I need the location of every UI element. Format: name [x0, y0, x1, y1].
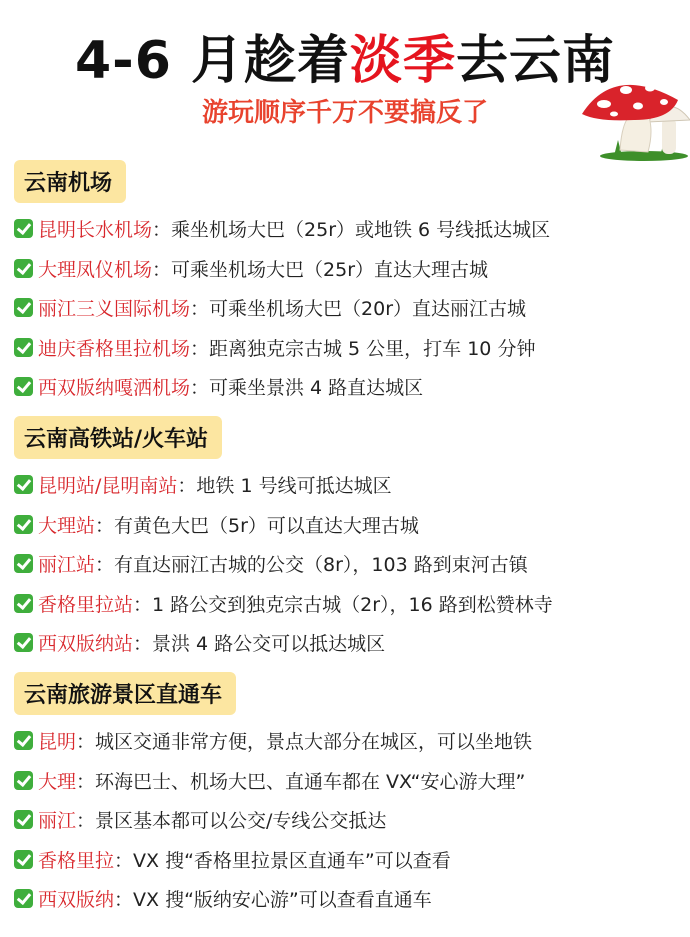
list-item [14, 328, 684, 368]
check-icon [14, 377, 33, 396]
item-desc: ：城区交通非常方便，景点大部分在城区，可以坐地铁 [76, 731, 533, 754]
check-icon [14, 633, 33, 652]
list-item [14, 623, 684, 663]
item-name: 大理站 [38, 514, 96, 537]
item-desc: ：有直达丽江古城的公交（8r），103 路到束河古镇 [95, 554, 528, 577]
list-item [14, 840, 684, 880]
item-name: 迪庆香格里拉机场 [38, 337, 191, 360]
check-icon [14, 771, 33, 790]
item-name: 昆明站/昆明南站 [38, 475, 178, 498]
item-desc: ：环海巴士、机场大巴、直通车都在 VX“安心游大理” [76, 770, 526, 793]
item-desc: ：景洪 4 路公交可以抵达城区 [133, 633, 386, 656]
item-name: 西双版纳站 [38, 633, 134, 656]
section-heading: 云南高铁站/火车站 [14, 416, 222, 459]
list-item [14, 800, 684, 840]
section-airports [14, 160, 684, 407]
item-name: 香格里拉站 [38, 593, 134, 616]
page-subtitle: 游玩顺序千万不要搞反了 [201, 98, 488, 128]
check-icon [14, 594, 33, 613]
check-icon [14, 515, 33, 534]
item-name: 丽江站 [38, 554, 96, 577]
list-item [14, 367, 684, 407]
list-item [14, 505, 684, 545]
list-item [14, 544, 684, 584]
item-name: 昆明长水机场 [38, 219, 153, 242]
check-icon [14, 731, 33, 750]
section-heading: 云南机场 [14, 160, 126, 203]
item-name: 丽江三义国际机场 [38, 298, 191, 321]
list-item [14, 761, 684, 801]
mushroom-icon [574, 70, 690, 162]
item-name: 香格里拉 [38, 849, 115, 872]
section-scenic-shuttles [14, 672, 684, 919]
item-desc: ：地铁 1 号线可抵达城区 [177, 475, 392, 498]
check-icon [14, 259, 33, 278]
item-name: 西双版纳 [38, 889, 115, 912]
item-name: 大理 [38, 770, 77, 793]
item-name: 昆明 [38, 731, 77, 754]
section-heading: 云南旅游景区直通车 [14, 672, 236, 715]
check-icon [14, 889, 33, 908]
item-name: 西双版纳嘎洒机场 [38, 377, 191, 400]
list-item [14, 249, 684, 289]
title-part1: 4-6 月趁着 [74, 31, 351, 91]
item-desc: ：有黄色大巴（5r）可以直达大理古城 [95, 514, 419, 537]
item-desc: ：景区基本都可以公交/专线公交抵达 [76, 810, 387, 833]
title-highlight: 淡季 [350, 31, 457, 91]
item-name: 丽江 [38, 810, 77, 833]
list-item [14, 209, 684, 249]
list-item [14, 584, 684, 624]
check-icon [14, 475, 33, 494]
item-desc: ：可乘坐机场大巴（20r）直达丽江古城 [190, 298, 527, 321]
check-icon [14, 338, 33, 357]
list-item [14, 465, 684, 505]
item-desc: ：VX 搜“香格里拉景区直通车”可以查看 [114, 849, 451, 872]
check-icon [14, 810, 33, 829]
check-icon [14, 298, 33, 317]
item-desc: ：可乘坐机场大巴（25r）直达大理古城 [152, 258, 489, 281]
item-desc: ：距离独克宗古城 5 公里，打车 10 分钟 [190, 337, 536, 360]
item-desc: ：可乘坐景洪 4 路直达城区 [190, 377, 424, 400]
section-train-stations [14, 416, 684, 663]
title-part2: 去云南 [456, 31, 616, 91]
item-name: 大理凤仪机场 [38, 258, 153, 281]
check-icon [14, 850, 33, 869]
item-desc: ：VX 搜“版纳安心游”可以查看直通车 [114, 889, 432, 912]
item-desc: ：乘坐机场大巴（25r）或地铁 6 号线抵达城区 [152, 219, 551, 242]
check-icon [14, 219, 33, 238]
list-item [14, 879, 684, 919]
item-desc: ：1 路公交到独克宗古城（2r），16 路到松赞林寺 [133, 593, 553, 616]
list-item [14, 721, 684, 761]
check-icon [14, 554, 33, 573]
list-item [14, 288, 684, 328]
